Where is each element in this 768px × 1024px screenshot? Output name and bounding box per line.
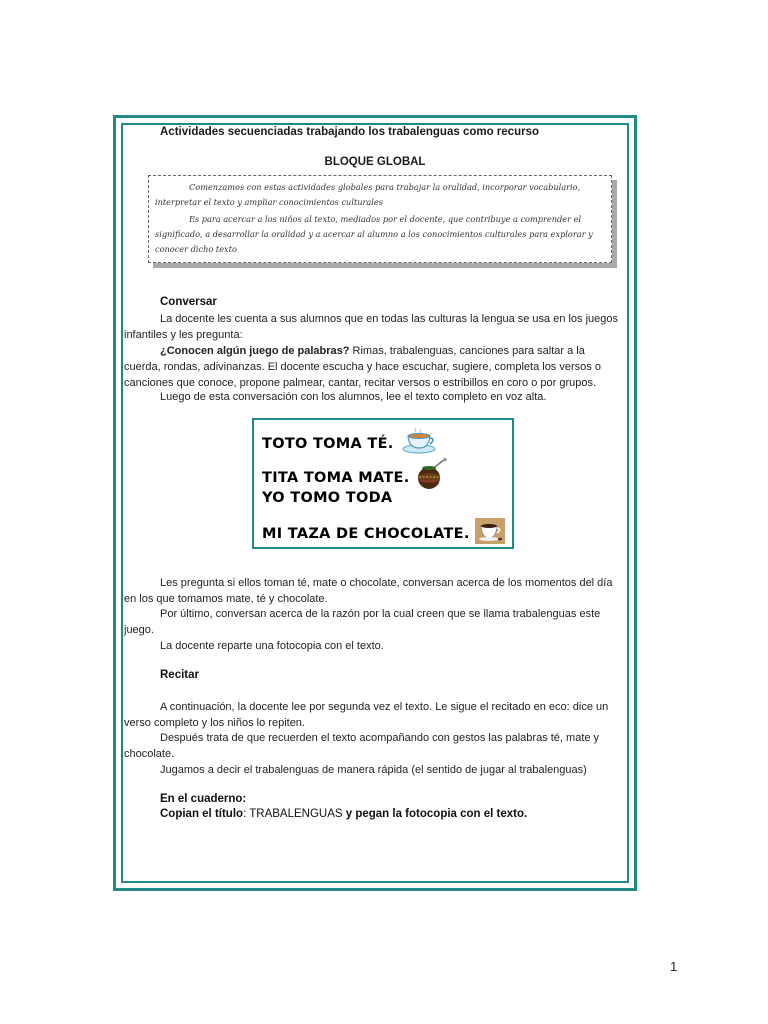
conversar-text-3: Luego de esta conversación con los alumnos, lee el texto completo en voz alta. — [160, 391, 547, 403]
poem-line-2 — [262, 458, 451, 490]
cuaderno-text-2: : TRABALENGUAS — [243, 808, 346, 820]
section-heading-conversar: Conversar — [160, 296, 217, 308]
document-title: Actividades secuenciadas trabajando los trabalenguas como recurso — [160, 126, 539, 138]
intro-box — [148, 175, 612, 263]
conversar-text-2: Rimas, trabalenguas, canciones para saltar a la cuerda, rondas, adivinanzas. El docente escucha y hace escuchar, sugiere, completa los versos o canciones que conoce, propone palmear, cantar, recitar versos o estribillos en coro o por grupos. — [124, 345, 601, 389]
poem-line-4-text: MI TAZA DE CHOCOLATE. — [262, 526, 470, 542]
conversar-paragraph-2 — [124, 343, 624, 391]
poem-line-3 — [262, 490, 392, 506]
poem-line-2-text: TITA TOMA MATE. — [262, 470, 410, 486]
after-poem-text-3: La docente reparte una fotocopia con el texto. — [160, 640, 384, 652]
intro-paragraph-1: Comenzamos con estas actividades globales para trabajar la oralidad, incorporar vocabulario, interpretar el texto y ampliar conocimientos culturales — [155, 182, 581, 207]
after-poem-text-1: Les pregunta si ellos toman té, mate o chocolate, conversan acerca de los momentos del día en los que tomamos mate, té y chocolate. — [124, 577, 613, 605]
conversar-question: ¿Conocen algún juego de palabras? — [160, 345, 350, 357]
conversar-paragraph-1 — [124, 311, 624, 343]
conversar-text-1: La docente les cuenta a sus alumnos que en todas las culturas la lengua se usa en los juegos infantiles y les pregunta: — [124, 313, 619, 341]
poem-line-1-text: TOTO TOMA TÉ. — [262, 436, 394, 452]
tongue-twister-box — [252, 418, 514, 549]
section-heading-cuaderno: En el cuaderno: — [160, 793, 247, 805]
page-number: 1 — [670, 959, 678, 974]
poem-line-3-text: YO TOMO TODA — [262, 490, 393, 506]
after-poem-text-2: Por último, conversan acerca de la razón por la cual creen que se llama trabalenguas este juego. — [124, 608, 601, 636]
recitar-paragraph-3 — [124, 762, 624, 778]
poem-line-1 — [262, 428, 437, 454]
cuaderno-text-1: Copian el título — [160, 808, 244, 820]
after-poem-paragraph-1 — [124, 575, 624, 607]
section-heading-recitar: Recitar — [160, 669, 199, 681]
poem-line-4 — [262, 518, 505, 544]
mate-gourd-icon — [415, 458, 451, 490]
block-heading: BLOQUE GLOBAL — [324, 156, 426, 168]
recitar-paragraph-1 — [124, 699, 624, 731]
intro-paragraph-2: Es para acercar a los niños al texto, mediados por el docente, que contribuye a comprender el significado, a desarrollar la oralidad y a acercar al alumno a los conocimientos culturales para explorar y conocer dicho texto — [155, 214, 593, 254]
recitar-text-2: Después trata de que recuerden el texto acompañando con gestos las palabras té, mate y chocolate. — [124, 732, 600, 760]
after-poem-paragraph-2 — [124, 606, 624, 638]
tea-cup-icon — [401, 428, 437, 454]
recitar-text-3: Jugamos a decir el trabalenguas de manera rápida (el sentido de jugar al trabalenguas) — [160, 764, 587, 776]
chocolate-cup-icon — [475, 518, 505, 544]
after-poem-paragraph-3 — [124, 638, 624, 654]
cuaderno-instruction — [160, 808, 527, 820]
cuaderno-text-3: y pegan la fotocopia con el texto. — [345, 808, 528, 820]
recitar-text-1: A continuación, la docente lee por segunda vez el texto. Le sigue el recitado en eco: dice un verso completo y los niños lo repiten. — [124, 701, 609, 729]
recitar-paragraph-2 — [124, 730, 624, 762]
conversar-paragraph-3 — [124, 389, 624, 405]
